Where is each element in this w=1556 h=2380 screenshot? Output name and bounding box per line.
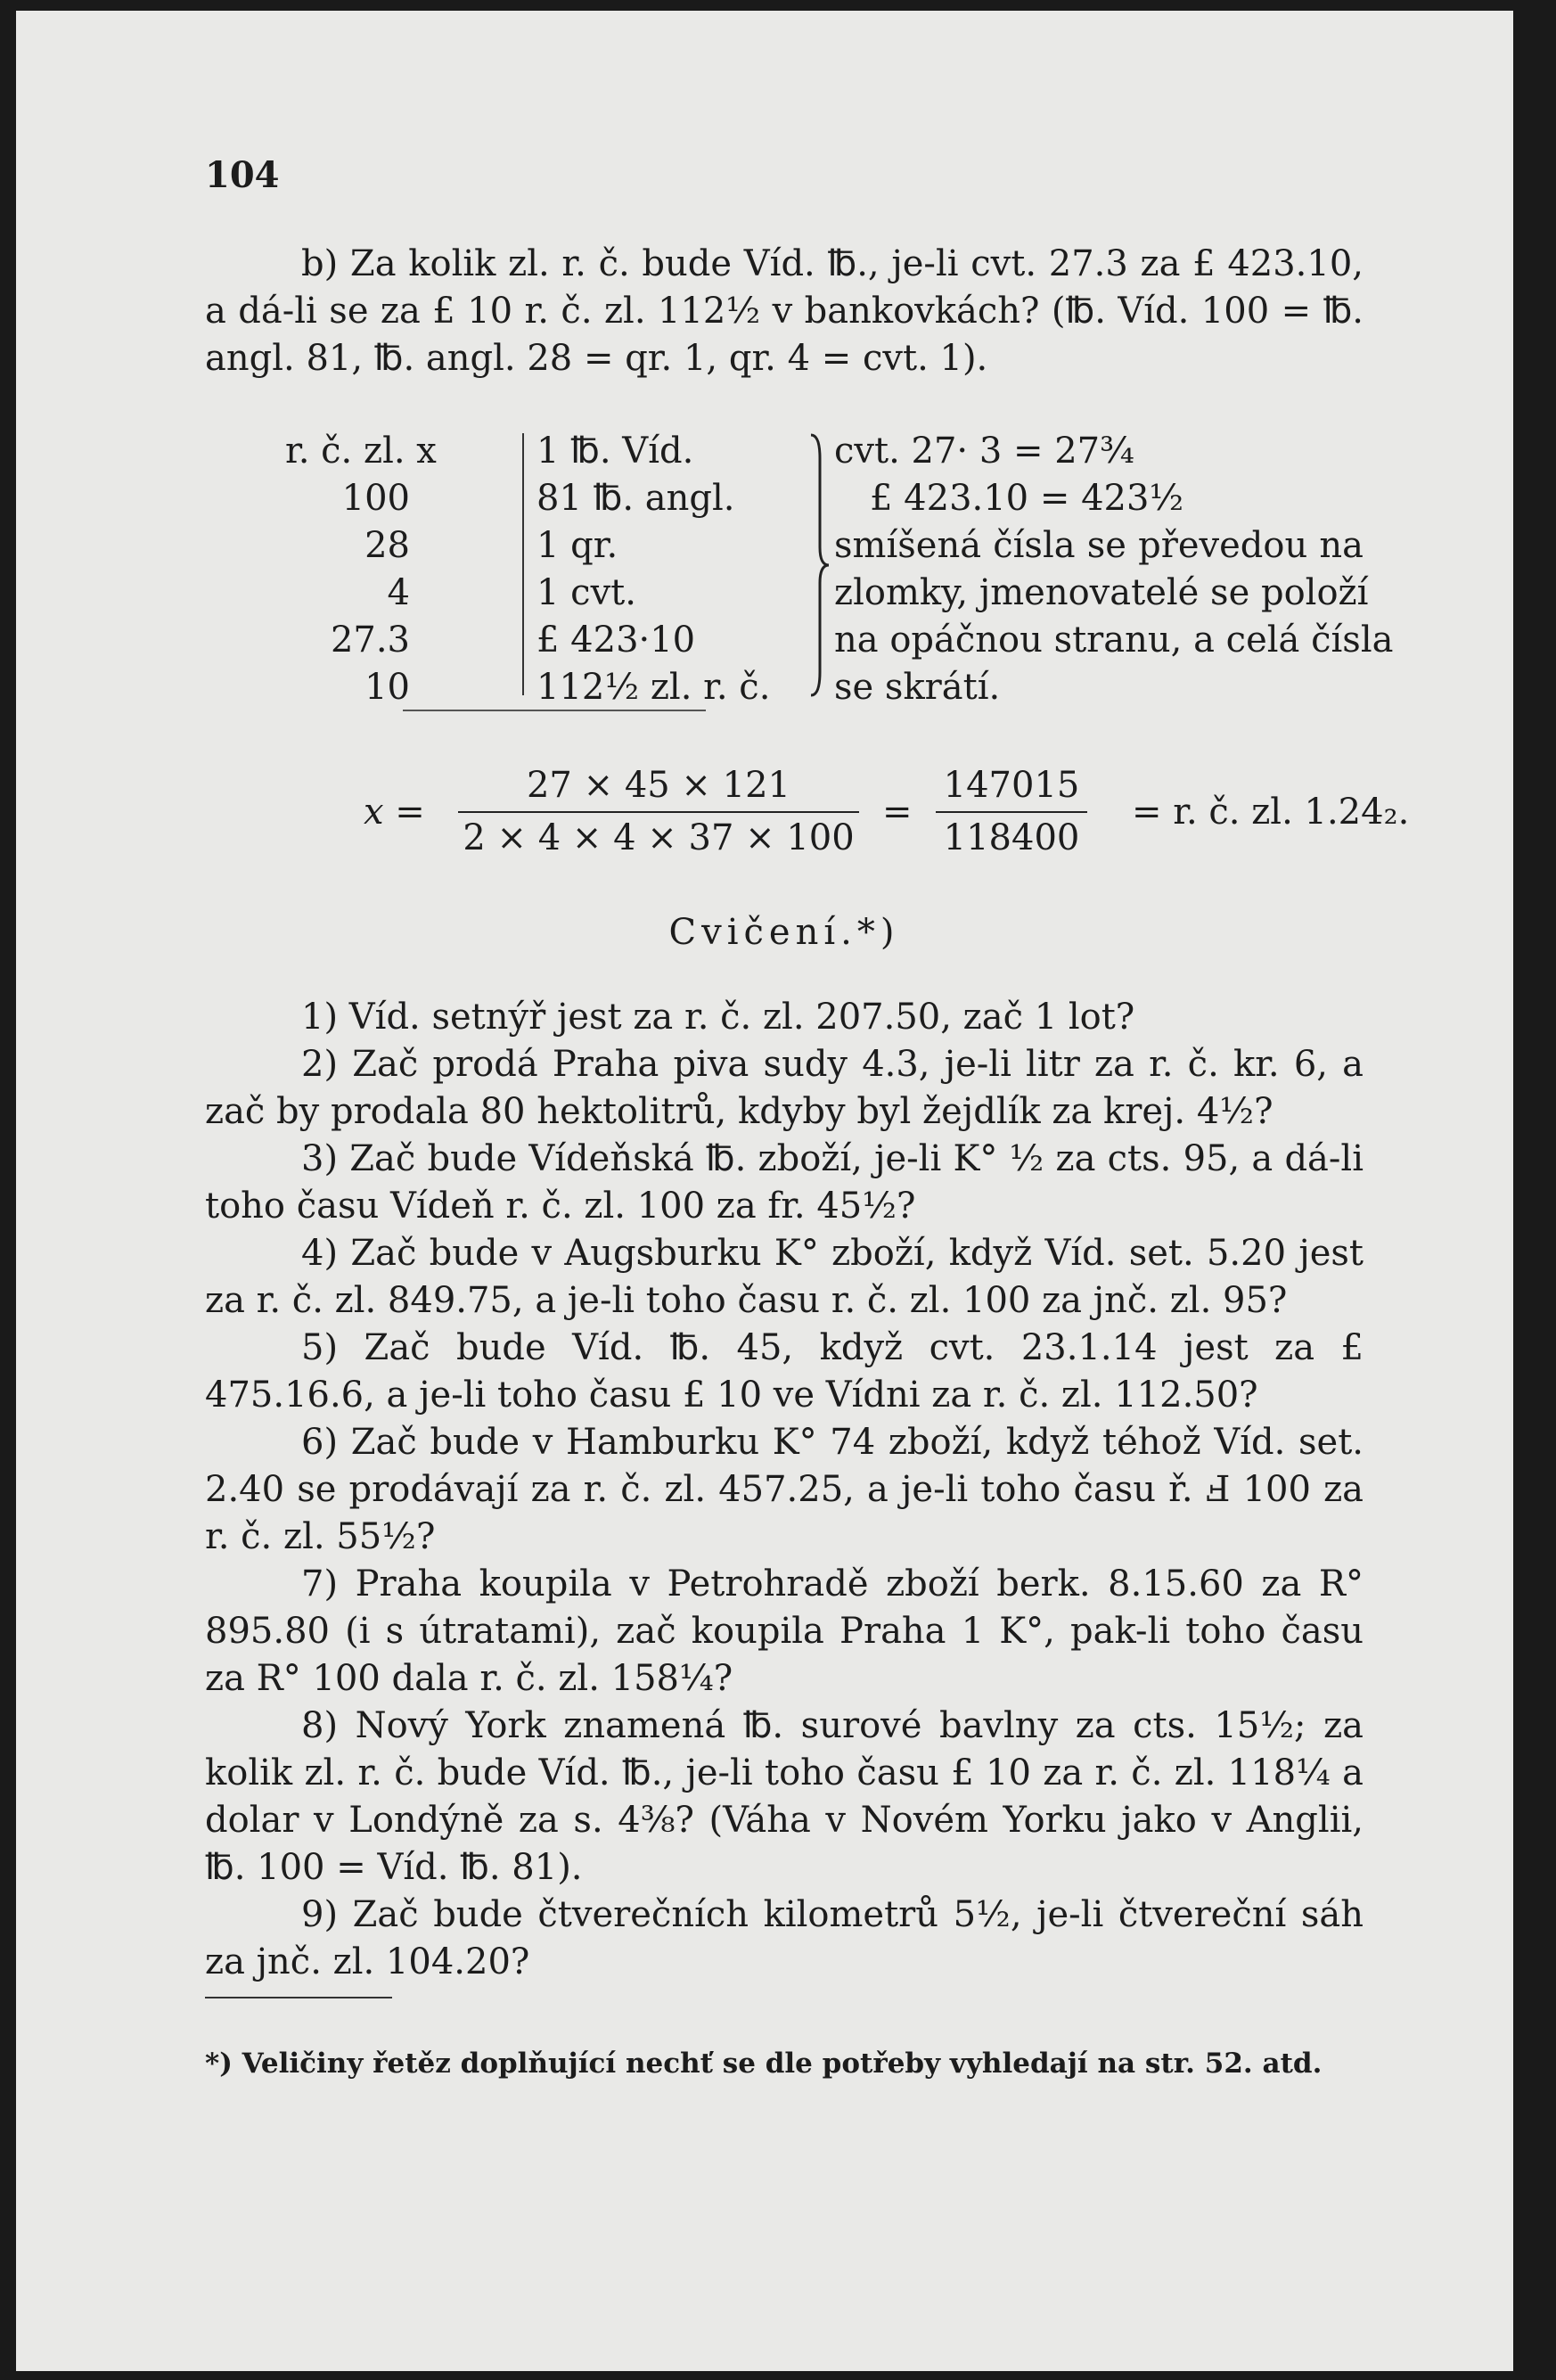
fraction-1 (458, 762, 859, 862)
table-underline (403, 710, 706, 711)
table-left-cell: 100 (341, 478, 410, 519)
table-middle-cell: 112½ zl. r. č. (536, 667, 771, 708)
table-note: na opáčnou stranu, a celá čísla (834, 620, 1394, 661)
fraction-1-denominator: 2 × 4 × 4 × 37 × 100 (463, 817, 855, 858)
table-note: £ 423.10 = 423½ (870, 478, 1184, 519)
book-page (16, 11, 1513, 2371)
exercise-item: 6) Zač bude v Hamburku K° 74 zboží, když téhož Víd. set. 2.40 se prodávají za r. č. zl. 457.25, a je-li toho času ř. Ⅎ 100 za r. č. zl. 55½? (205, 1422, 1364, 1557)
table-middle-cell: 81 ℔. angl. (536, 478, 735, 519)
table-note: cvt. 27· 3 = 27¾ (834, 431, 1134, 472)
table-divider-line (522, 433, 524, 695)
table-left-cell: 4 (387, 572, 410, 613)
equation-variable: x = (364, 792, 425, 833)
table-middle-column (536, 428, 804, 711)
exercise-item: 3) Zač bude Vídeňská ℔. zboží, je-li K° ½ za cts. 95, a dá-li toho času Vídeň r. č. zl. 100 za fr. 45½? (205, 1138, 1364, 1227)
table-note: smíšená čísla se převedou na (834, 525, 1364, 566)
table-notes-column (834, 428, 1394, 711)
equation-result: = r. č. zl. 1.24₂. (1132, 792, 1410, 833)
fraction-2-denominator: 118400 (943, 817, 1080, 858)
exercise-item: 1) Víd. setnýř jest za r. č. zl. 207.50, zač 1 lot? (301, 997, 1135, 1038)
exercise-item: 4) Zač bude v Augsburku K° zboží, když Víd. set. 5.20 jest za r. č. zl. 849.75, a je-li toho času r. č. zl. 100 za jnč. zl. 95? (205, 1233, 1364, 1321)
equals-sign: = (882, 792, 913, 833)
table-left-cell: 27.3 (330, 620, 410, 661)
fraction-1-numerator: 27 × 45 × 121 (526, 765, 791, 806)
fraction-1-bar (458, 811, 859, 813)
table-middle-cell: 1 qr. (536, 525, 618, 566)
chain-rule-table (205, 428, 1410, 858)
fraction-2-bar (936, 811, 1087, 813)
section-title: Cvičení.*) (668, 912, 900, 953)
exercise-list (205, 994, 1364, 1986)
problem-statement: b) Za kolik zl. r. č. bude Víd. ℔., je-li cvt. 27.3 za £ 423.10, a dá-li se za £ 10 r. č. zl. 112½ v bankovkách? (℔. Víd. 100 = ℔. angl. 81, ℔. angl. 28 = qr. 1, qr. 4 = cvt. 1). (205, 243, 1364, 379)
table-middle-cell: 1 ℔. Víd. (536, 431, 694, 472)
table-left-cell: r. č. zl. x (285, 431, 437, 472)
exercise-item: 9) Zač bude čtverečních kilometrů 5½, je-li čtvereční sáh za jnč. zl. 104.20? (205, 1894, 1364, 1982)
fraction-2 (936, 762, 1087, 862)
table-middle-cell: 1 cvt. (536, 572, 636, 613)
table-left-cell: 10 (364, 667, 410, 708)
exercise-item: 8) Nový York znamená ℔. surové bavlny za cts. 15½; za kolik zl. r. č. bude Víd. ℔., je-li toho času £ 10 za r. č. zl. 118¼ a dolar v Londýně za s. 4⅜? (Váha v Novém Yorku jako v Anglii, ℔. 100 = Víd. ℔. 81). (205, 1705, 1364, 1888)
table-note: zlomky, jmenovatelé se položí (834, 572, 1369, 613)
exercise-item: 2) Zač prodá Praha piva sudy 4.3, je-li litr za r. č. kr. 6, a zač by prodala 80 hektolitrů, kdyby byl žejdlík za krej. 4½? (205, 1044, 1364, 1132)
footnote: *) Veličiny řetěz doplňující nechť se dle potřeby vyhledají na str. 52. atd. (205, 2048, 1323, 2080)
exercise-item: 7) Praha koupila v Petrohradě zboží berk. 8.15.60 za R° 895.80 (i s útratami), zač koupila Praha 1 K°, pak-li toho času za R° 100 dala r. č. zl. 158¼? (205, 1563, 1364, 1699)
page-number: 104 (205, 154, 280, 196)
right-brace (807, 431, 832, 699)
table-left-cell: 28 (364, 525, 410, 566)
equation (205, 762, 1410, 860)
table-left-column (285, 428, 437, 711)
fraction-2-numerator: 147015 (943, 765, 1080, 806)
table-middle-cell: £ 423·10 (536, 620, 696, 661)
exercise-item: 5) Zač bude Víd. ℔. 45, když cvt. 23.1.14 jest za £ 475.16.6, a je-li toho času £ 10 ve Vídni za r. č. zl. 112.50? (205, 1327, 1364, 1416)
footnote-rule (205, 1997, 392, 1998)
table-note: se skrátí. (834, 667, 1001, 708)
